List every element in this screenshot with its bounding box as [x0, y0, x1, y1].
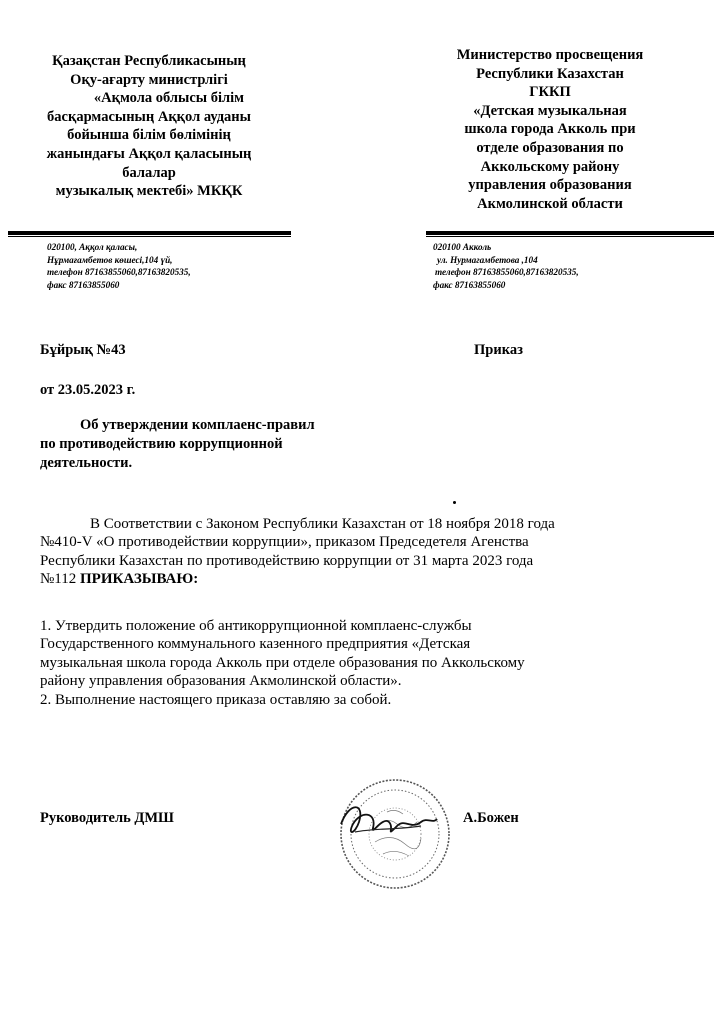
scan-speck [453, 501, 456, 504]
official-stamp-seal [325, 772, 465, 892]
header-divider-right-thin [426, 236, 714, 237]
signatory-title: Руководитель ДМШ [40, 810, 174, 826]
header-divider-left-thin [8, 236, 291, 237]
header-left-line: басқармасының Аққол ауданы [47, 108, 251, 125]
order-item-line: музыкальная школа города Акколь при отделе образования по Аккольскому [40, 654, 525, 671]
order-item-line: 2. Выполнение настоящего приказа оставляю за собой. [40, 691, 392, 708]
order-directive: ПРИКАЗЫВАЮ: [80, 571, 199, 588]
address-right-line: 020100 Акколь [433, 242, 492, 252]
header-right-line: Республики Казахстан [476, 65, 624, 82]
header-left-line: «Ақмола облысы білім [93, 90, 245, 107]
address-left-line: 020100, Аққол қаласы, [47, 242, 138, 252]
address-left-line: факс 87163855060 [47, 279, 120, 290]
preamble-line: №410-V «О противодействии коррупции», приказом Председетеля Агенства [40, 534, 529, 551]
order-item-line: Государственного коммунального казенного предприятия «Детская [40, 636, 471, 653]
header-divider-right [426, 231, 714, 235]
subject-line: по противодействию коррупционной [40, 435, 283, 452]
order-label-russian: Приказ [474, 342, 523, 358]
preamble-line [40, 570, 690, 588]
header-right-line: Министерство просвещения [456, 47, 644, 63]
order-items [40, 617, 690, 709]
order-date: от 23.05.2023 г. [40, 382, 136, 398]
order-item-line: 1. Утвердить положение об антикоррупционной комплаенс-службы [40, 618, 472, 634]
header-left-line: балалар [122, 164, 176, 181]
address-right-line: телефон 87163855060,87163820535, [435, 267, 579, 278]
header-left-line: бойынша білім бөлімінің [67, 127, 231, 144]
header-left-line: жанындағы Аққол қаласының [46, 145, 252, 162]
preamble-line: В Соответствии с Законом Республики Казахстан от 18 ноября 2018 года [90, 516, 555, 532]
header-right-line: ГККП [529, 84, 571, 101]
preamble-paragraph [40, 515, 690, 589]
address-left [47, 241, 191, 291]
address-right-line: факс 87163855060 [433, 279, 506, 290]
address-left-line: Нұрмағамбетов көшесі,104 үй, [47, 254, 173, 265]
order-item-line: району управления образования Акмолинской области». [40, 673, 402, 690]
subject-line: деятельности. [40, 454, 133, 471]
header-right-line: Акмолинской области [477, 195, 623, 212]
order-subject [40, 416, 380, 472]
header-right-line: школа города Акколь при [464, 121, 636, 138]
header-right-line: Аккольскому району [480, 158, 620, 175]
address-right-line: ул. Нурмагамбетова ,104 [437, 254, 538, 265]
header-left-line: музыкалық мектебі» МКҚК [55, 183, 243, 200]
header-right-russian [420, 46, 680, 213]
subject-line: Об утверждении комплаенс-правил [80, 417, 315, 433]
header-right-line: «Детская музыкальная [473, 102, 627, 119]
signatory-name: А.Божен [463, 810, 519, 826]
header-right-line: отделе образования по [476, 139, 624, 156]
address-left-line: телефон 87163855060,87163820535, [47, 267, 191, 278]
order-number-kazakh: Бұйрық №43 [40, 342, 126, 358]
header-right-line: управления образования [468, 177, 632, 194]
header-left-kazakh [14, 52, 284, 201]
address-right [433, 241, 579, 291]
header-left-line: Оқу-ағарту министрлігі [70, 71, 228, 88]
header-divider-left [8, 231, 291, 235]
preamble-number: №112 [40, 571, 81, 588]
preamble-line: Республики Казахстан по противодействию коррупции от 31 марта 2023 года [40, 552, 534, 569]
header-left-line: Қазақстан Республикасының [52, 53, 246, 69]
